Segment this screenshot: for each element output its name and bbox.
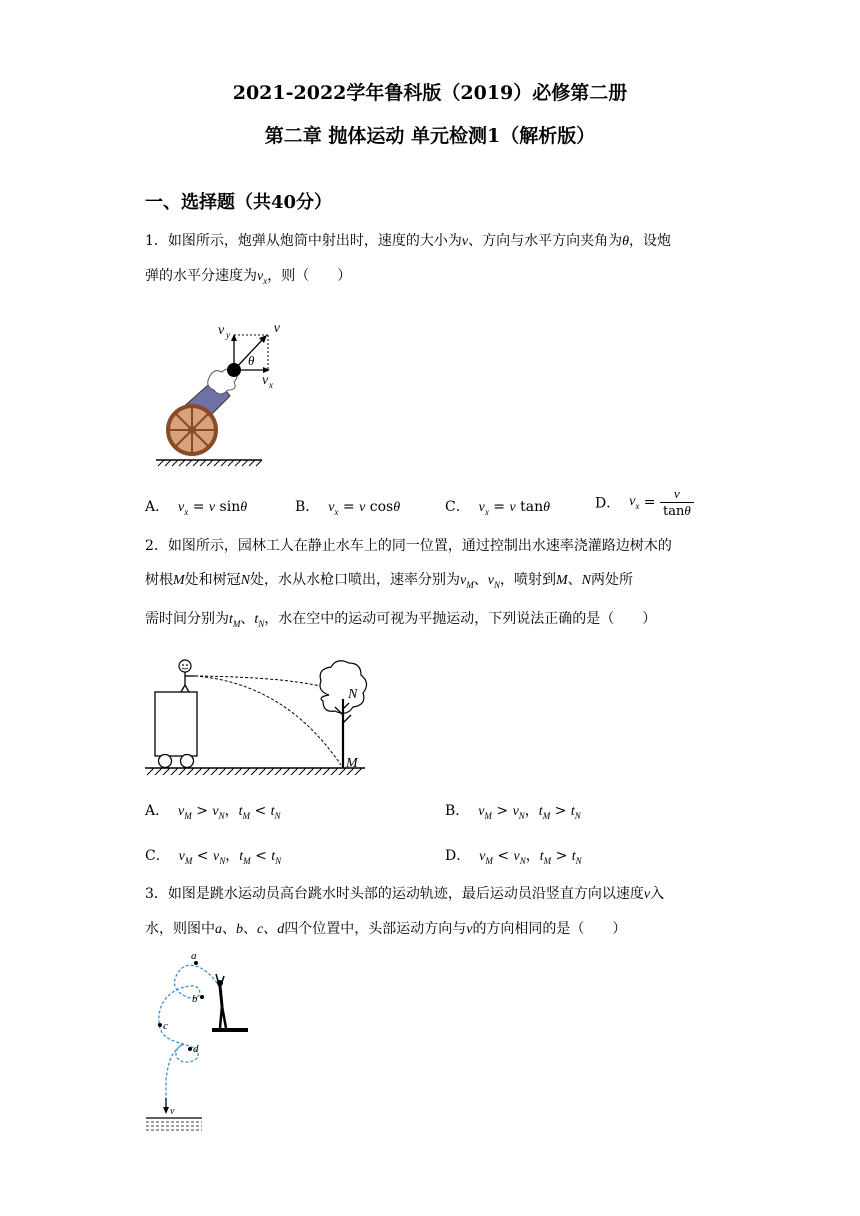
q2-option-a[interactable]: A． $v_M > v_N$，$t_M < t_N$ [145, 803, 281, 821]
water-truck-figure [145, 655, 370, 780]
section-heading: 一、选择题（共40分） [145, 192, 333, 213]
document-subtitle: 第二章 抛体运动 单元检测1（解析版） [264, 125, 596, 147]
question-2-text: 2．如图所示，园林工人在静止水车上的同一位置，通过控制出水速率浇灌路边树木的 树根M处和树冠N处，水从水枪口喷出，速率分别为$v_M$、$v_N$，喷射到M、N两处所 需时间分别为$t_M$、$t_N$，水在空中的运动可视为平抛运动，下列说法正确的是（ ） [145, 538, 672, 629]
q2-option-c[interactable]: C． $v_M < v_N$，$t_M < t_N$ [145, 848, 282, 866]
diver-trajectory-figure [142, 950, 257, 1140]
q1-option-c[interactable]: C． $v_x = v$ tanθ [445, 499, 551, 517]
svg-text:y: y [226, 330, 230, 340]
v-label: v [273, 321, 280, 336]
theta-label: θ [248, 353, 255, 368]
q2-option-b[interactable]: B． $v_M > v_N$，$t_M > t_N$ [445, 803, 581, 821]
q1-option-d[interactable]: D． $v_x$ = $\frac{v}{\tan\theta}$ [595, 486, 694, 519]
entry-velocity-label: v [170, 1106, 175, 1117]
cannon-figure [150, 318, 280, 468]
question-3-text: 3．如图是跳水运动员高台跳水时头部的运动轨迹，最后运动员沿竖直方向以速度v入 水，则图中a、b、c、d四个位置中，头部运动方向与v的方向相同的是（ ） [145, 886, 665, 937]
q1-option-b[interactable]: B． $v_x = v$ cosθ [295, 499, 401, 517]
point-d-label: d [193, 1043, 199, 1055]
svg-text:x: x [269, 380, 273, 390]
document-title: 2021-2022学年鲁科版（2019）必修第二册 [232, 82, 628, 104]
q2-option-d[interactable]: D． $v_M < v_N$，$t_M > t_N$ [445, 848, 582, 866]
vy-label: v [218, 323, 225, 338]
question-1-text: 1．如图所示，炮弹从炮筒中射出时，速度的大小为v、方向与水平方向夹角为θ，设炮 弹的水平分速度为$v_x$，则（ ） [145, 233, 672, 286]
question-number: 1． [145, 233, 168, 249]
tree-crown-label: N [348, 687, 358, 702]
question-number: 2． [145, 538, 168, 554]
point-b-label: b [192, 993, 198, 1005]
point-c-label: c [163, 1020, 168, 1032]
point-a-label: a [191, 950, 197, 962]
vx-label: v [262, 373, 269, 388]
tree-root-label: M [346, 756, 358, 771]
q1-option-a[interactable]: A． $v_x = v$ sinθ [145, 499, 248, 517]
question-number: 3． [145, 886, 168, 902]
